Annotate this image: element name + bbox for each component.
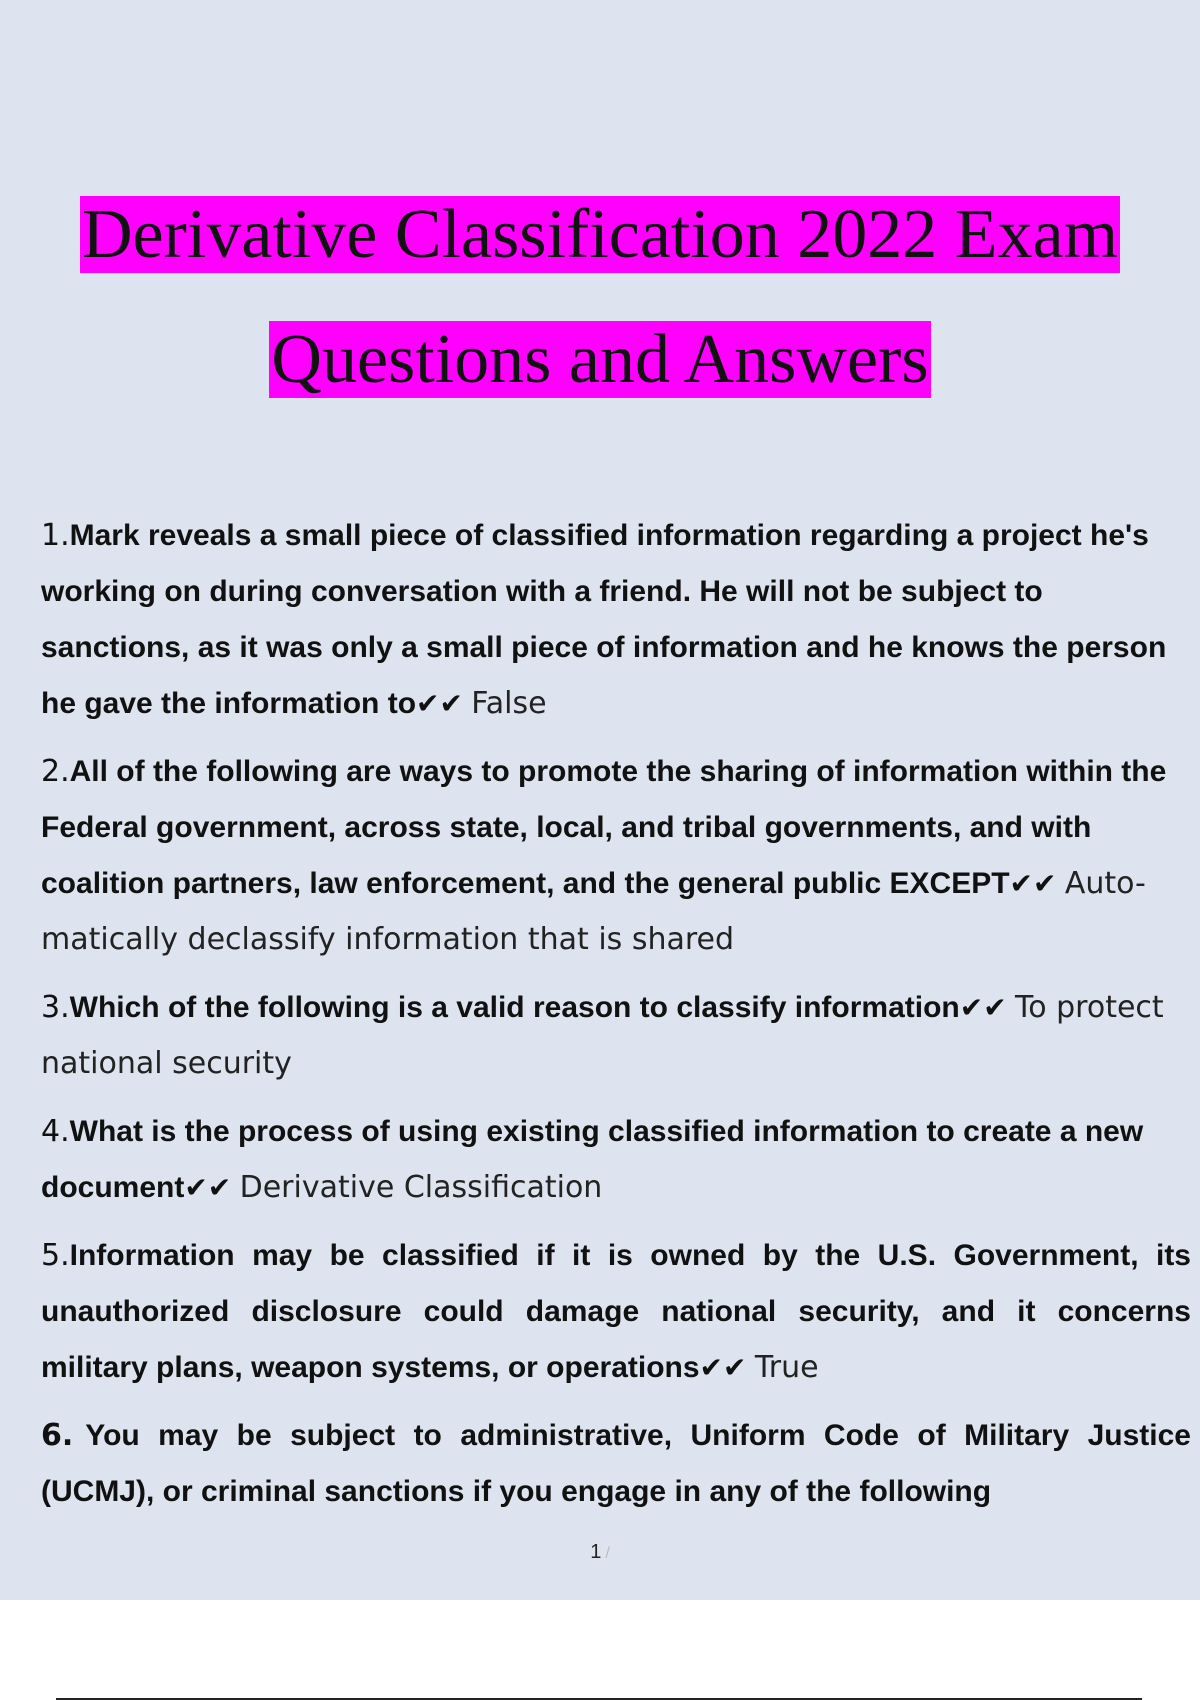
answer-text: To protect national security	[41, 990, 1164, 1081]
document-title-line-1	[0, 194, 1200, 276]
question-item-1	[41, 508, 1191, 732]
double-check-icon: ✔✔	[699, 1351, 747, 1384]
question-text: Which of the following is a valid reason to classify information	[69, 991, 960, 1024]
document-title-line-2	[0, 319, 1200, 401]
page-number	[0, 1541, 1200, 1564]
answer-text: Auto- matically declassify information that is shared	[41, 866, 1146, 957]
question-text: What is the process of using existing classified information to create a new document	[41, 1115, 1144, 1204]
page-number-value: 1	[590, 1541, 602, 1563]
question-text: You may be subject to administrative, Uniform Code of Military Justice (UCMJ), or criminal sanctions if you engage in any of the following	[41, 1419, 1191, 1508]
question-item-6	[41, 1408, 1191, 1520]
double-check-icon: ✔✔	[1009, 867, 1057, 900]
question-number: 4.	[41, 1114, 70, 1149]
title-highlight-2: Questions and Answers	[271, 321, 929, 398]
question-number: 1.	[41, 518, 70, 553]
question-list	[41, 508, 1191, 1532]
page-number-separator: /	[605, 1545, 610, 1562]
answer-text: True	[754, 1350, 819, 1385]
question-item-3	[41, 980, 1191, 1092]
question-text: All of the following are ways to promote the sharing of information within the Federal government, across state, local, and tribal governments, and with coalition partners, law enforcement, and the general public EXCEPT	[41, 755, 1167, 900]
question-text: Mark reveals a small piece of classified information regarding a project he's working on during conversation with a friend. He will not be subject to sanctions, as it was only a small piece of information and he knows the person he gave the information to	[41, 519, 1167, 720]
double-check-icon: ✔✔	[959, 991, 1007, 1024]
question-item-4	[41, 1104, 1191, 1216]
double-check-icon: ✔✔	[416, 687, 463, 720]
title-highlight-1: Derivative Classification 2022 Exam	[81, 196, 1119, 273]
double-check-icon: ✔✔	[184, 1171, 232, 1204]
question-item-2	[41, 744, 1191, 968]
question-text: Information may be classified if it is owned by the U.S. Government, its unauthorized disclosure could damage national security, and it concerns military plans, weapon systems, or operations	[41, 1239, 1191, 1384]
question-number: 5.	[41, 1238, 70, 1273]
question-number: 2.	[41, 754, 70, 789]
question-number: 3.	[41, 990, 70, 1025]
answer-text: Derivative Classification	[239, 1170, 603, 1205]
question-number: 6.	[41, 1418, 74, 1453]
answer-text: False	[471, 686, 547, 721]
question-item-5	[41, 1228, 1191, 1396]
